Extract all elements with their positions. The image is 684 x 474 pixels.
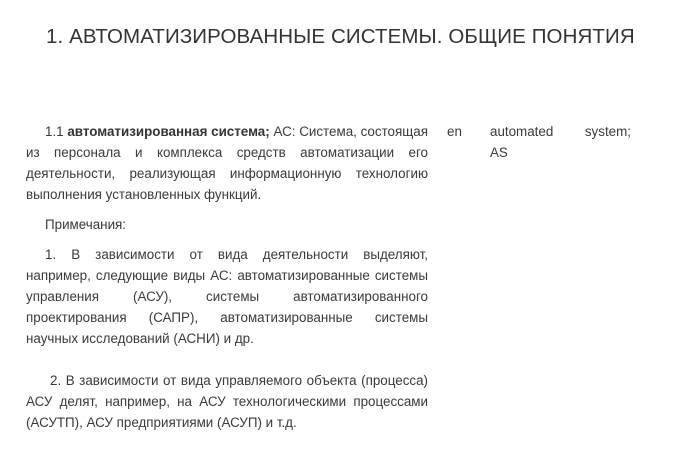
term-name: автоматизированная система; xyxy=(67,124,270,139)
term-entry-body xyxy=(26,121,428,433)
term-number: 1.1 xyxy=(45,124,64,139)
note-2: 2. В зависимости от вида управляемого объекта (процесса) АСУ делят, например, на АСУ технологическими процессами (АСУТП), АСУ предприятиями (АСУП) и т.д. xyxy=(26,373,428,430)
english-equivalent xyxy=(490,121,631,163)
notes-label: Примечания: xyxy=(45,217,127,232)
english-term: automated system; xyxy=(490,124,631,139)
section-title: 1. АВТОМАТИЗИРОВАННЫЕ СИСТЕМЫ. ОБЩИЕ ПОНЯТИЯ xyxy=(46,25,635,48)
note-1: 1. В зависимости от вида деятельности выделяют, например, следующие виды АС: автоматизированные системы управления (АСУ), системы автоматизированного проектирования (САПР), автоматизированные системы научных исследований (АСНИ) и др. xyxy=(26,247,428,346)
term-definition-text: АС: Система, состоящая из персонала и комплекса средств автоматизации его деятельности, реализующая информационную технологию выполнения установленных функций. xyxy=(26,124,428,202)
language-code: en xyxy=(447,124,462,139)
term-definition xyxy=(26,121,428,205)
english-abbreviation: AS xyxy=(490,145,508,160)
